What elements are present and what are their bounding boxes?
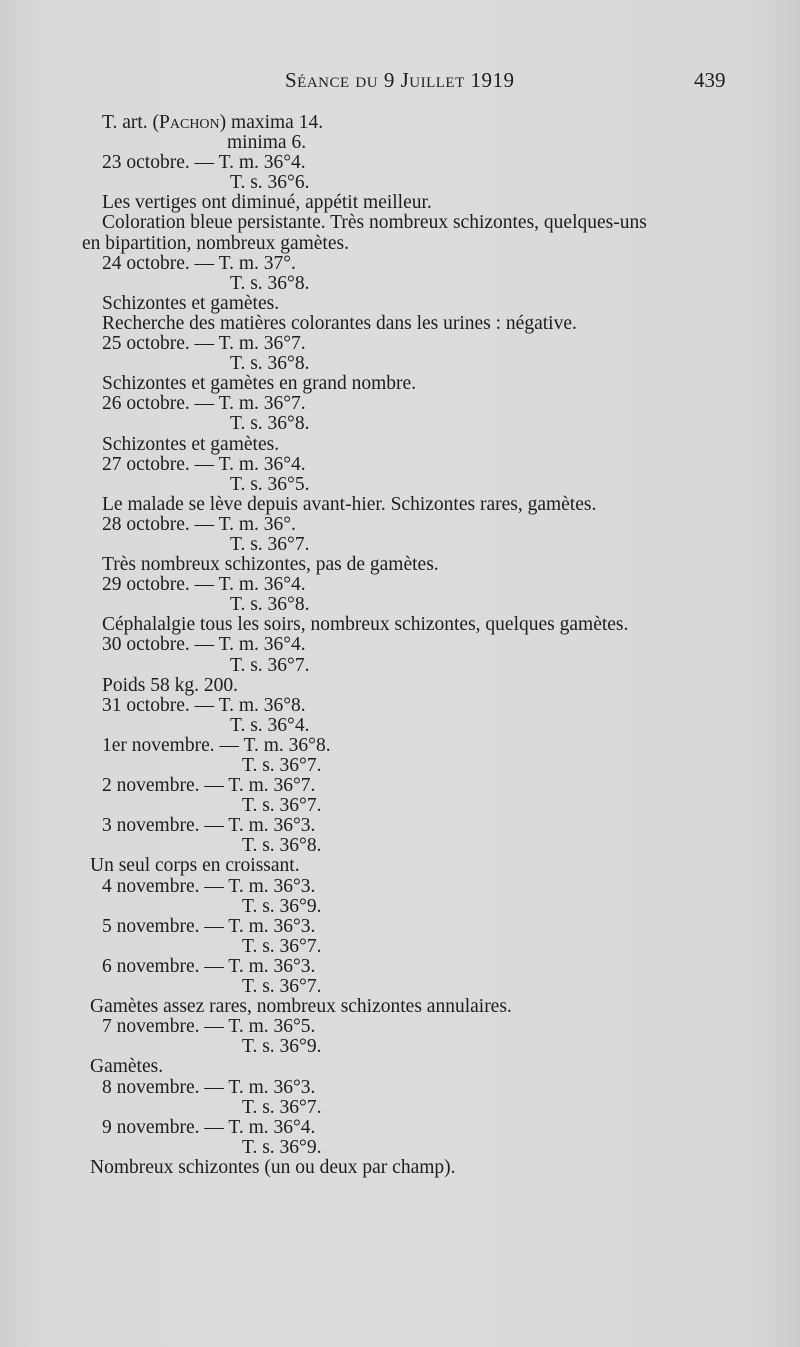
text-line: minima 6. [227,132,307,154]
text-line: T. s. 36°8. [230,594,310,616]
text-line: 9 novembre. — T. m. 36°4. [102,1116,316,1138]
text-line: Céphalalgie tous les soirs, nombreux schizontes, quelques gamètes. [102,614,629,636]
text-line: en bipartition, nombreux gamètes. [82,232,349,254]
text-line: T. s. 36°7. [242,935,322,957]
text-line: T. s. 36°7. [230,654,310,676]
text-line: 24 octobre. — T. m. 37°. [102,252,296,274]
text-line: T. s. 36°9. [242,895,322,917]
text-line: Nombreux schizontes (un ou deux par champ). [90,1156,456,1178]
text-line: T. s. 36°7. [242,1096,322,1118]
text-line: 28 octobre. — T. m. 36°. [102,513,296,535]
text-line: 5 novembre. — T. m. 36°3. [102,915,316,937]
text-line: T. s. 36°9. [242,1136,322,1158]
text-line: Gamètes. [90,1056,164,1078]
text-line: T. s. 36°7. [230,533,310,555]
text-line: Schizontes et gamètes. [102,292,280,314]
text-line: Très nombreux schizontes, pas de gamètes. [102,554,439,576]
text-line: 26 octobre. — T. m. 36°7. [102,393,306,415]
text-line: 3 novembre. — T. m. 36°3. [102,815,316,837]
text-line: 23 octobre. — T. m. 36°4. [102,152,306,174]
text-line: Le malade se lève depuis avant-hier. Schizontes rares, gamètes. [102,493,597,515]
text-line: Un seul corps en croissant. [90,855,300,877]
text-line: Gamètes assez rares, nombreux schizontes annulaires. [90,996,512,1018]
text-line: T. s. 36°6. [230,172,310,194]
text-line: T. s. 36°8. [242,835,322,857]
text-line: 8 novembre. — T. m. 36°3. [102,1076,316,1098]
text-line: Poids 58 kg. 200. [102,674,238,696]
text-line: 1er novembre. — T. m. 36°8. [102,734,331,756]
text-line: T. s. 36°8. [230,413,310,435]
text-line: 30 octobre. — T. m. 36°4. [102,634,306,656]
text-line: 7 novembre. — T. m. 36°5. [102,1016,316,1038]
text-line: T. s. 36°4. [230,714,310,736]
page-header [0,64,800,96]
running-title: Séance du 9 Juillet 1919 [285,68,515,92]
text-line: Coloration bleue persistante. Très nombreux schizontes, quelques-uns [102,212,647,234]
body-text [82,113,732,1178]
text-line: T. s. 36°9. [242,1036,322,1058]
text-line: 31 octobre. — T. m. 36°8. [102,694,306,716]
text-line: Schizontes et gamètes. [102,433,280,455]
text-line: 27 octobre. — T. m. 36°4. [102,453,306,475]
text-line: T. art. (Pachon) maxima 14. [102,112,324,133]
text-line: 2 novembre. — T. m. 36°7. [102,775,316,797]
text-line: Schizontes et gamètes en grand nombre. [102,373,417,395]
text-line: T. s. 36°7. [242,795,322,817]
text-line: T. s. 36°8. [230,353,310,375]
page-number: 439 [694,68,726,92]
text-line: 4 novembre. — T. m. 36°3. [102,875,316,897]
text-line: 6 novembre. — T. m. 36°3. [102,955,316,977]
text-line: T. s. 36°5. [230,473,310,495]
text-line: T. s. 36°8. [230,272,310,294]
text-line: Les vertiges ont diminué, appétit meilleur. [102,192,432,214]
text-line: 29 octobre. — T. m. 36°4. [102,574,306,596]
text-line: 25 octobre. — T. m. 36°7. [102,333,306,355]
text-line: T. s. 36°7. [242,976,322,998]
text-line: Recherche des matières colorantes dans les urines : négative. [102,312,577,334]
text-line: T. s. 36°7. [242,755,322,776]
